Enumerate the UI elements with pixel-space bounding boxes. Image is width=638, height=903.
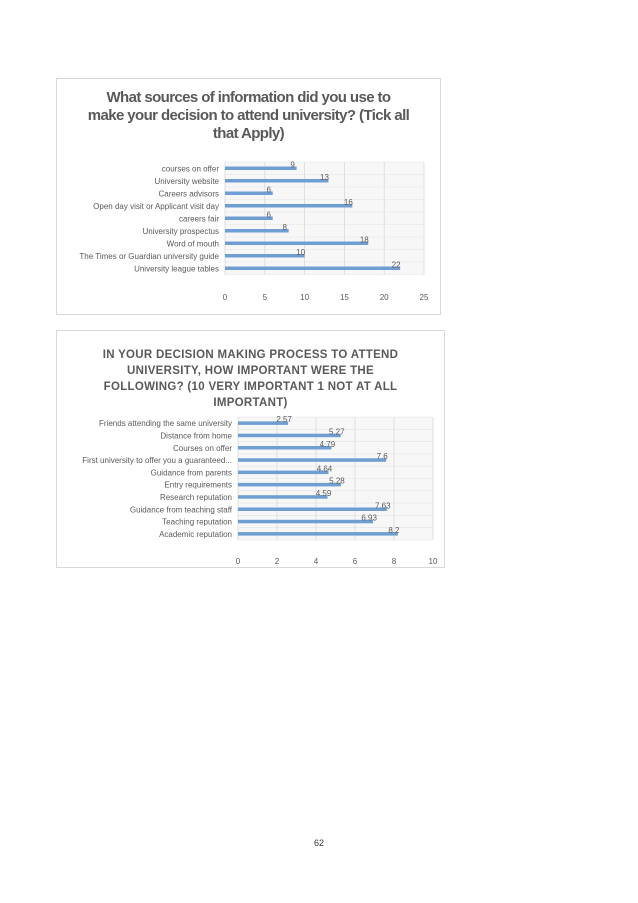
data-label: 7.6: [376, 452, 388, 462]
x-tick-label: 6: [352, 557, 358, 566]
x-tick-label: 8: [391, 557, 397, 566]
category-label: Careers advisors: [158, 189, 219, 199]
category-label: University website: [154, 176, 219, 186]
bar: [225, 167, 297, 171]
category-label: courses on offer: [161, 164, 219, 174]
data-label: 4.64: [316, 464, 333, 474]
data-label: 13: [320, 172, 329, 182]
decision-importance-chart: [56, 330, 445, 568]
bar: [225, 254, 305, 258]
category-label: Guidance from parents: [150, 468, 232, 478]
category-label: First university to offer you a guaranteed...: [82, 456, 232, 466]
bar: [238, 532, 398, 536]
data-label: 4.79: [319, 439, 336, 449]
x-tick-label: 15: [339, 293, 349, 302]
chart-title: IN YOUR DECISION MAKING PROCESS TO ATTEND UNIVERSITY, HOW IMPORTANT WERE THE FOLLOWING? (10 VERY IMPORTANT 1 NOT AT ALL IMPORTANT): [102, 349, 399, 409]
bar: [238, 508, 387, 512]
data-label: 6.93: [361, 513, 377, 523]
chart-title: What sources of information did you use to make your decision to attend university? (Tick all that Apply): [87, 89, 410, 142]
data-label: 18: [359, 235, 369, 245]
sources-bar-chart-plot: [57, 79, 440, 314]
importance-bar-chart-plot: [57, 331, 444, 567]
bar: [225, 229, 289, 233]
data-label: 5.28: [329, 476, 345, 486]
x-tick-label: 0: [222, 293, 228, 302]
category-label: Academic reputation: [159, 529, 232, 539]
sources-of-information-chart: [56, 78, 441, 315]
x-tick-label: 4: [313, 557, 319, 566]
data-label: 6: [266, 185, 271, 195]
category-label: University league tables: [134, 264, 219, 274]
bar: [225, 204, 352, 208]
category-label: Guidance from teaching staff: [129, 505, 232, 515]
bar: [225, 267, 400, 271]
data-label: 2.57: [276, 415, 292, 425]
x-tick-label: 0: [235, 557, 241, 566]
x-tick-label: 25: [419, 293, 429, 302]
category-label: Distance from home: [160, 431, 232, 441]
x-tick-label: 5: [262, 293, 268, 302]
category-label: The Times or Guardian university guide: [79, 251, 219, 261]
category-label: careers fair: [178, 214, 219, 224]
category-label: University prospectus: [142, 226, 219, 236]
data-label: 10: [296, 247, 306, 257]
data-label: 8: [282, 222, 287, 232]
data-label: 7.63: [374, 501, 391, 511]
data-label: 16: [343, 197, 353, 207]
data-label: 4.59: [315, 488, 332, 498]
category-label: Open day visit or Applicant visit day: [93, 201, 219, 211]
category-label: Word of mouth: [166, 239, 219, 249]
bar: [238, 471, 328, 475]
data-label: 6: [266, 210, 271, 220]
x-tick-label: 10: [300, 293, 310, 302]
data-label: 22: [391, 260, 401, 270]
bar: [238, 483, 341, 487]
bar: [238, 458, 386, 462]
data-label: 5.27: [328, 427, 345, 437]
category-label: Friends attending the same university: [99, 419, 232, 429]
bar: [238, 520, 373, 524]
bar: [225, 179, 328, 183]
bar: [238, 434, 341, 438]
page-number: 62: [313, 838, 324, 848]
category-label: Teaching reputation: [162, 517, 232, 527]
category-label: Research reputation: [159, 492, 232, 502]
bar: [238, 446, 331, 450]
bar: [238, 495, 328, 499]
x-tick-label: 2: [274, 557, 280, 566]
data-label: 8.2: [388, 525, 400, 535]
category-label: Courses on offer: [173, 443, 232, 453]
bar: [225, 242, 368, 246]
category-label: Entry requirements: [164, 480, 232, 490]
x-tick-label: 20: [379, 293, 389, 302]
data-label: 9: [290, 160, 295, 170]
x-tick-label: 10: [428, 557, 438, 566]
